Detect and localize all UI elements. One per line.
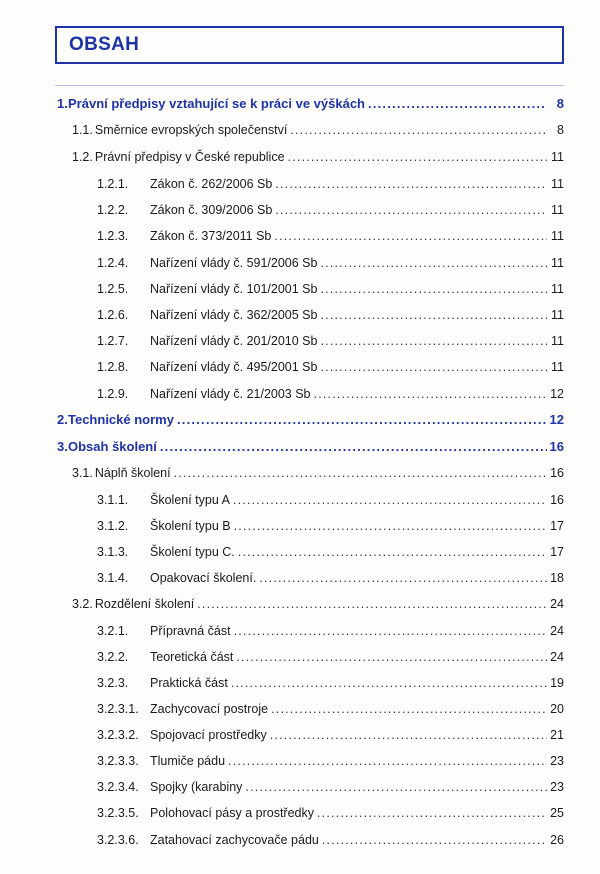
- toc-entry-number: 3.2.3.1.: [97, 702, 139, 716]
- dot-leader: [320, 279, 547, 299]
- toc-entry-page: 17: [550, 519, 564, 533]
- toc-entry-label: Zákon č. 309/2006 Sb: [150, 203, 273, 217]
- toc-entry-number: 1.1.: [72, 123, 93, 137]
- dot-leader: [259, 568, 547, 588]
- toc-entry-number: 3.2.3.3.: [97, 754, 139, 768]
- dot-leader: [290, 120, 547, 140]
- dot-leader: [320, 357, 547, 377]
- toc-entry[interactable]: [97, 542, 564, 562]
- toc-entry-page: 24: [550, 597, 564, 611]
- dot-leader: [234, 516, 547, 536]
- toc-entry[interactable]: [97, 777, 564, 797]
- toc-entry[interactable]: [57, 410, 564, 430]
- toc-entry-label: Spojovací prostředky: [150, 728, 267, 742]
- dot-leader: [270, 725, 547, 745]
- toc-entry-number: 3.2.3.: [97, 676, 129, 690]
- toc-entry-label: Školení typu A: [150, 493, 230, 507]
- toc-entry[interactable]: [97, 830, 564, 850]
- toc-entry[interactable]: [97, 226, 564, 246]
- toc-entry-page: 20: [550, 702, 564, 716]
- toc-entry-page: 26: [550, 833, 564, 847]
- toc-entry[interactable]: [57, 437, 564, 457]
- toc-entry-number: 3.2.3.6.: [97, 833, 139, 847]
- toc-entry-number: 1.: [57, 96, 68, 111]
- toc-entry-number: 3.2.3.2.: [97, 728, 139, 742]
- toc-entry-number: 1.2.5.: [97, 282, 129, 296]
- toc-entry-page: 17: [550, 545, 564, 559]
- toc-entry-label: Nařízení vlády č. 101/2001 Sb: [150, 282, 318, 296]
- toc-entry-label: Školení typu B: [150, 519, 231, 533]
- toc-entry[interactable]: [97, 751, 564, 771]
- toc-entry-page: 11: [551, 360, 564, 374]
- toc-entry-label: Nařízení vlády č. 591/2006 Sb: [150, 256, 318, 270]
- toc-entry-label: Školení typu C.: [150, 545, 235, 559]
- toc-entry[interactable]: [97, 621, 564, 641]
- toc-entry[interactable]: [72, 120, 564, 140]
- toc-entry[interactable]: [97, 516, 564, 536]
- dot-leader: [177, 410, 547, 430]
- dot-leader: [288, 147, 547, 167]
- toc-entry-number: 3.2.1.: [97, 624, 129, 638]
- toc-entry-number: 1.2.1.: [97, 177, 129, 191]
- dot-leader: [271, 699, 547, 719]
- toc-entry-page: 11: [551, 334, 564, 348]
- toc-entry-number: 1.2.4.: [97, 256, 129, 270]
- toc-entry-number: 1.2.6.: [97, 308, 129, 322]
- toc-entry[interactable]: [97, 725, 564, 745]
- toc-entry-label: Náplň školení: [94, 466, 171, 480]
- dot-leader: [275, 174, 547, 194]
- dot-leader: [231, 673, 547, 693]
- toc-entry-number: 1.2.2.: [97, 203, 129, 217]
- toc-entry-page: 18: [550, 571, 564, 585]
- toc-entry-number: 3.1.2.: [97, 519, 129, 533]
- toc-entry-label: Nařízení vlády č. 201/2010 Sb: [150, 334, 318, 348]
- dot-leader: [275, 200, 547, 220]
- toc-entry-page: 11: [551, 203, 564, 217]
- toc-entry[interactable]: [97, 305, 564, 325]
- toc-entry-number: 1.2.3.: [97, 229, 129, 243]
- toc-entry-label: Nařízení vlády č. 495/2001 Sb: [150, 360, 318, 374]
- toc-entry-page: 24: [550, 624, 564, 638]
- toc-entry-label: Zákon č. 262/2006 Sb: [150, 177, 273, 191]
- toc-entry-label: Tlumiče pádu: [150, 754, 226, 768]
- toc-entry-page: 25: [550, 806, 564, 820]
- toc-entry-number: 3.2.: [72, 597, 93, 611]
- toc-entry[interactable]: [97, 200, 564, 220]
- toc-entry-page: 11: [551, 282, 564, 296]
- toc-entry-label: Praktická část: [150, 676, 228, 690]
- toc-entry-number: 3.1.1.: [97, 493, 129, 507]
- toc-entry-number: 3.1.3.: [97, 545, 129, 559]
- dot-leader: [320, 305, 547, 325]
- dot-leader: [233, 490, 547, 510]
- toc-entry-page: 19: [550, 676, 564, 690]
- dot-leader: [245, 777, 547, 797]
- dot-leader: [174, 463, 547, 483]
- toc-entry-label: Přípravná část: [150, 624, 231, 638]
- toc-entry-label: Opakovací školení.: [150, 571, 257, 585]
- dot-leader: [320, 331, 547, 351]
- toc-entry[interactable]: [97, 253, 564, 273]
- toc-entry-page: 24: [550, 650, 564, 664]
- toc-entry[interactable]: [97, 174, 564, 194]
- dot-leader: [236, 647, 547, 667]
- toc-entry-number: 3.: [57, 439, 68, 454]
- toc-entry-page: 12: [549, 412, 564, 427]
- toc-entry-label: Polohovací pásy a prostředky: [150, 806, 314, 820]
- toc-entry-page: 11: [551, 229, 564, 243]
- dot-leader: [317, 803, 547, 823]
- toc-entry-label: Zákon č. 373/2011 Sb: [150, 229, 272, 243]
- toc-entry-label: Zatahovací zachycovače pádu: [150, 833, 319, 847]
- page-title: OBSAH: [69, 34, 140, 55]
- dot-leader: [322, 830, 547, 850]
- toc-entry[interactable]: [72, 594, 564, 614]
- toc-entry[interactable]: [97, 699, 564, 719]
- toc-entry[interactable]: [97, 673, 564, 693]
- toc-entry[interactable]: [97, 647, 564, 667]
- toc-entry-page: 8: [556, 96, 564, 111]
- toc-entry[interactable]: [97, 568, 564, 588]
- toc-entry-number: 1.2.8.: [97, 360, 129, 374]
- toc-entry-number: 1.2.9.: [97, 387, 129, 401]
- dot-leader: [197, 594, 547, 614]
- toc-entry[interactable]: [72, 147, 564, 167]
- toc-entry-number: 1.2.7.: [97, 334, 129, 348]
- toc-entry[interactable]: [97, 490, 564, 510]
- toc-entry-label: Rozdělení školení: [94, 597, 195, 611]
- dot-leader: [320, 253, 547, 273]
- toc-entry-page: 23: [550, 780, 564, 794]
- toc-entry-number: 3.1.: [72, 466, 93, 480]
- toc-entry[interactable]: [57, 94, 564, 114]
- toc-entry-label: Zachycovací postroje: [150, 702, 269, 716]
- toc-entry[interactable]: [97, 331, 564, 351]
- toc-entry-page: 11: [551, 256, 564, 270]
- toc-entry-page: 12: [550, 387, 564, 401]
- toc-entry-label: Obsah školení: [68, 439, 157, 454]
- toc-entry-page: 16: [549, 439, 564, 454]
- toc-entry-page: 11: [551, 150, 564, 164]
- toc-entry-label: Směrnice evropských společenství: [94, 123, 288, 137]
- toc-entry-label: Nařízení vlády č. 21/2003 Sb: [150, 387, 311, 401]
- toc-entry-label: Technické normy: [68, 412, 174, 427]
- toc-entry-number: 3.2.3.5.: [97, 806, 139, 820]
- toc-entry-label: Právní předpisy vztahující se k práci ve výškách: [68, 96, 365, 111]
- toc-entry[interactable]: [97, 357, 564, 377]
- dot-leader: [160, 437, 547, 457]
- toc-entry[interactable]: [97, 279, 564, 299]
- toc-entry-label: Nařízení vlády č. 362/2005 Sb: [150, 308, 318, 322]
- toc-entry-page: 16: [550, 493, 564, 507]
- toc-entry-number: 2.: [57, 412, 68, 427]
- toc-entry[interactable]: [97, 803, 564, 823]
- toc-entry-page: 11: [551, 308, 564, 322]
- toc-entry[interactable]: [72, 463, 564, 483]
- toc-entry-number: 3.1.4.: [97, 571, 129, 585]
- dot-leader: [234, 621, 547, 641]
- toc-entry-page: 23: [550, 754, 564, 768]
- toc-entry-number: 3.2.2.: [97, 650, 129, 664]
- toc-entry-page: 21: [550, 728, 564, 742]
- dot-leader: [274, 226, 547, 246]
- toc-entry-page: 16: [550, 466, 564, 480]
- toc-entry-page: 11: [551, 177, 564, 191]
- toc-entry-page: 8: [557, 123, 564, 137]
- dot-leader: [238, 542, 547, 562]
- toc-entry-number: 3.2.3.4.: [97, 780, 139, 794]
- dot-leader: [368, 94, 547, 114]
- toc-entry-label: Spojky (karabiny: [150, 780, 243, 794]
- toc-entry[interactable]: [97, 384, 564, 404]
- toc-entry-number: 1.2.: [72, 150, 93, 164]
- toc-entry-label: Teoretická část: [150, 650, 234, 664]
- dot-leader: [228, 751, 547, 771]
- dot-leader: [314, 384, 547, 404]
- toc-entry-label: Právní předpisy v České republice: [94, 150, 285, 164]
